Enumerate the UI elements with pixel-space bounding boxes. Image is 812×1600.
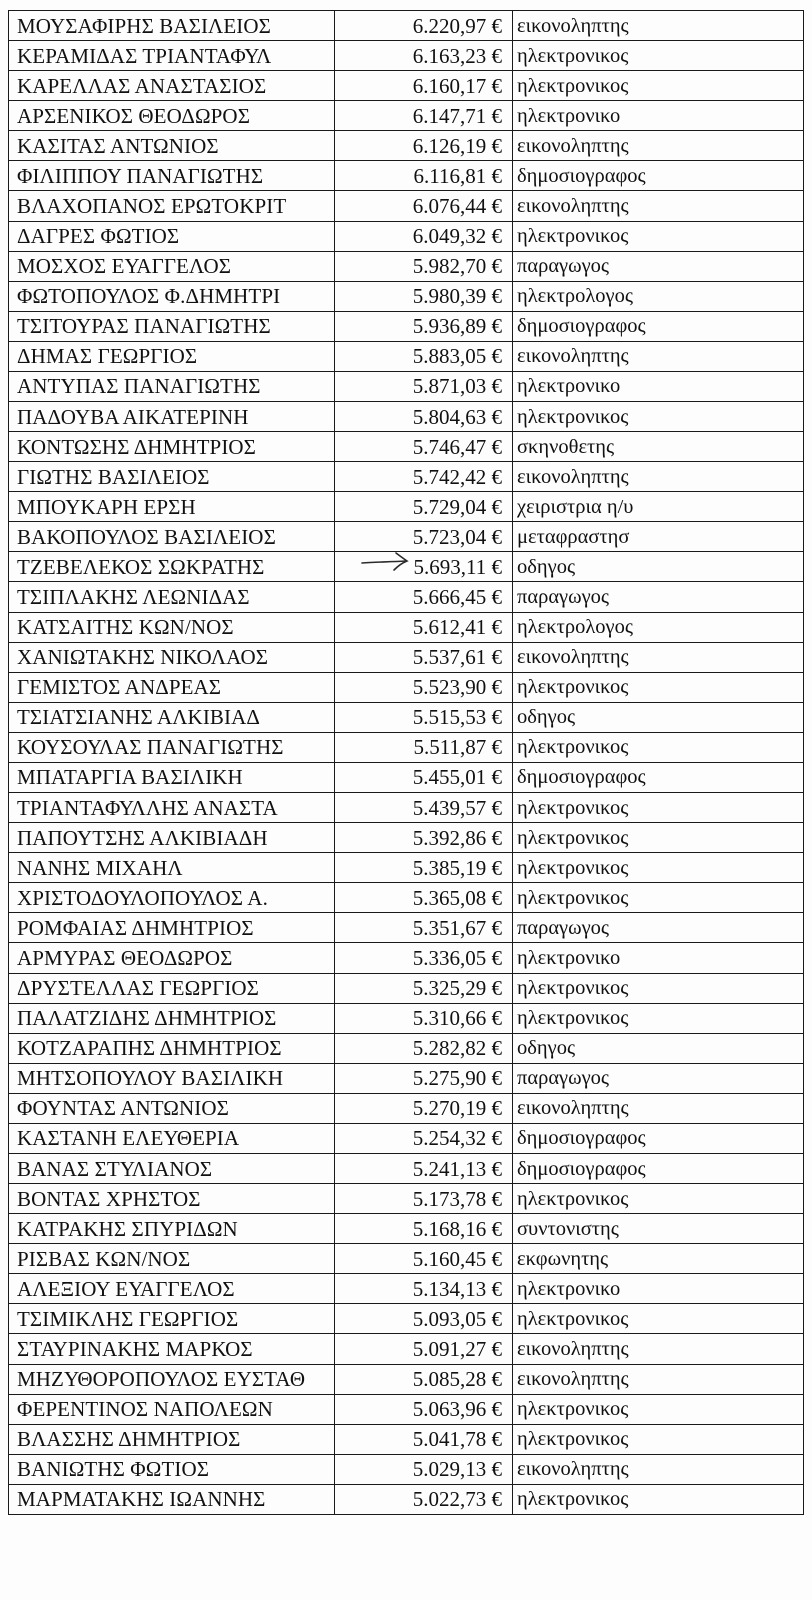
- table-row: [9, 762, 804, 792]
- name-cell: ΒΛΑΣΣΗΣ ΔΗΜΗΤΡΙΟΣ: [9, 1424, 335, 1454]
- role-cell: ηλεκτρονικος: [513, 1394, 804, 1424]
- table-row: [9, 732, 804, 762]
- amount-cell: 5.385,19 €: [335, 853, 513, 883]
- role-cell: ηλεκτρονικος: [513, 1424, 804, 1454]
- name-cell: ΦΩΤΟΠΟΥΛΟΣ Φ.ΔΗΜΗΤΡΙ: [9, 281, 335, 311]
- amount-cell: 5.041,78 €: [335, 1424, 513, 1454]
- role-cell: ηλεκτρονικο: [513, 371, 804, 401]
- amount-cell: 5.351,67 €: [335, 913, 513, 943]
- table-row: [9, 251, 804, 281]
- amount-cell: 6.076,44 €: [335, 191, 513, 221]
- name-cell: ΚΑΤΡΑΚΗΣ ΣΠΥΡΙΔΩΝ: [9, 1214, 335, 1244]
- name-cell: ΒΑΝΑΣ ΣΤΥΛΙΑΝΟΣ: [9, 1153, 335, 1183]
- table-row: [9, 11, 804, 41]
- name-cell: ΠΑΔΟΥΒΑ ΑΙΚΑΤΕΡΙΝΗ: [9, 402, 335, 432]
- name-cell: ΡΟΜΦΑΙΑΣ ΔΗΜΗΤΡΙΟΣ: [9, 913, 335, 943]
- amount-cell: 5.134,13 €: [335, 1274, 513, 1304]
- name-cell: ΚΟΝΤΩΣΗΣ ΔΗΜΗΤΡΙΟΣ: [9, 432, 335, 462]
- role-cell: εικονοληπτης: [513, 191, 804, 221]
- name-cell: ΑΡΣΕΝΙΚΟΣ ΘΕΟΔΩΡΟΣ: [9, 101, 335, 131]
- table-row: [9, 462, 804, 492]
- name-cell: ΦΟΥΝΤΑΣ ΑΝΤΩΝΙΟΣ: [9, 1093, 335, 1123]
- table-row: [9, 1123, 804, 1153]
- role-cell: εικονοληπτης: [513, 462, 804, 492]
- role-cell: δημοσιογραφος: [513, 1123, 804, 1153]
- amount-cell: 5.093,05 €: [335, 1304, 513, 1334]
- amount-cell: 5.729,04 €: [335, 492, 513, 522]
- table-row: [9, 522, 804, 552]
- table-row: [9, 1454, 804, 1484]
- role-cell: ηλεκτρονικο: [513, 101, 804, 131]
- amount-cell: 5.693,11 €: [335, 552, 513, 582]
- table-row: [9, 943, 804, 973]
- name-cell: ΒΑΝΙΩΤΗΣ ΦΩΤΙΟΣ: [9, 1454, 335, 1484]
- name-cell: ΤΣΙΜΙΚΛΗΣ ΓΕΩΡΓΙΟΣ: [9, 1304, 335, 1334]
- amount-cell: 5.325,29 €: [335, 973, 513, 1003]
- name-cell: ΜΠΟΥΚΑΡΗ ΕΡΣΗ: [9, 492, 335, 522]
- role-cell: ηλεκτρονικος: [513, 1003, 804, 1033]
- amount-cell: 5.275,90 €: [335, 1063, 513, 1093]
- role-cell: ηλεκτρονικος: [513, 221, 804, 251]
- role-cell: οδηγος: [513, 1033, 804, 1063]
- amount-cell: 5.085,28 €: [335, 1364, 513, 1394]
- table-row: [9, 432, 804, 462]
- amount-cell: 6.163,23 €: [335, 41, 513, 71]
- role-cell: συντονιστης: [513, 1214, 804, 1244]
- amount-cell: 5.091,27 €: [335, 1334, 513, 1364]
- name-cell: ΚΟΤΖΑΡΑΠΗΣ ΔΗΜΗΤΡΙΟΣ: [9, 1033, 335, 1063]
- table-row: [9, 191, 804, 221]
- name-cell: ΓΕΜΙΣΤΟΣ ΑΝΔΡΕΑΣ: [9, 672, 335, 702]
- amount-cell: 5.173,78 €: [335, 1184, 513, 1214]
- amount-cell: 5.168,16 €: [335, 1214, 513, 1244]
- name-cell: ΧΡΙΣΤΟΔΟΥΛΟΠΟΥΛΟΣ Α.: [9, 883, 335, 913]
- role-cell: χειριστρια η/υ: [513, 492, 804, 522]
- amount-cell: 5.742,42 €: [335, 462, 513, 492]
- role-cell: ηλεκτρονικος: [513, 973, 804, 1003]
- role-cell: ηλεκτρονικος: [513, 1184, 804, 1214]
- name-cell: ΚΟΥΣΟΥΛΑΣ ΠΑΝΑΓΙΩΤΗΣ: [9, 732, 335, 762]
- table-row: [9, 672, 804, 702]
- role-cell: εικονοληπτης: [513, 642, 804, 672]
- role-cell: ηλεκτρονικος: [513, 1484, 804, 1514]
- name-cell: ΜΠΑΤΑΡΓΙΑ ΒΑΣΙΛΙΚΗ: [9, 762, 335, 792]
- table-row: [9, 793, 804, 823]
- name-cell: ΣΤΑΥΡΙΝΑΚΗΣ ΜΑΡΚΟΣ: [9, 1334, 335, 1364]
- role-cell: εκφωνητης: [513, 1244, 804, 1274]
- salary-table: [8, 10, 804, 1515]
- name-cell: ΒΑΚΟΠΟΥΛΟΣ ΒΑΣΙΛΕΙΟΣ: [9, 522, 335, 552]
- amount-cell: 5.523,90 €: [335, 672, 513, 702]
- name-cell: ΤΣΙΤΟΥΡΑΣ ΠΑΝΑΓΙΩΤΗΣ: [9, 311, 335, 341]
- name-cell: ΑΛΕΞΙΟΥ ΕΥΑΓΓΕΛΟΣ: [9, 1274, 335, 1304]
- table-row: [9, 853, 804, 883]
- table-row: [9, 71, 804, 101]
- name-cell: ΚΕΡΑΜΙΔΑΣ ΤΡΙΑΝΤΑΦΥΛ: [9, 41, 335, 71]
- name-cell: ΚΑΤΣΑΙΤΗΣ ΚΩΝ/ΝΟΣ: [9, 612, 335, 642]
- amount-cell: 5.871,03 €: [335, 371, 513, 401]
- name-cell: ΡΙΣΒΑΣ ΚΩΝ/ΝΟΣ: [9, 1244, 335, 1274]
- role-cell: ηλεκτρονικος: [513, 402, 804, 432]
- amount-cell: 5.365,08 €: [335, 883, 513, 913]
- amount-cell: 5.241,13 €: [335, 1153, 513, 1183]
- amount-cell: 6.160,17 €: [335, 71, 513, 101]
- role-cell: ηλεκτρονικος: [513, 883, 804, 913]
- name-cell: ΒΛΑΧΟΠΑΝΟΣ ΕΡΩΤΟΚΡΙΤ: [9, 191, 335, 221]
- table-row: [9, 1153, 804, 1183]
- amount-cell: 5.392,86 €: [335, 823, 513, 853]
- name-cell: ΧΑΝΙΩΤΑΚΗΣ ΝΙΚΟΛΑΟΣ: [9, 642, 335, 672]
- amount-cell: 5.022,73 €: [335, 1484, 513, 1514]
- name-cell: ΤΣΙΑΤΣΙΑΝΗΣ ΑΛΚΙΒΙΑΔ: [9, 702, 335, 732]
- table-row: [9, 161, 804, 191]
- role-cell: παραγωγος: [513, 913, 804, 943]
- name-cell: ΦΙΛΙΠΠΟΥ ΠΑΝΑΓΙΩΤΗΣ: [9, 161, 335, 191]
- role-cell: εικονοληπτης: [513, 341, 804, 371]
- role-cell: ηλεκτρονικος: [513, 732, 804, 762]
- table-row: [9, 1244, 804, 1274]
- role-cell: εικονοληπτης: [513, 1454, 804, 1484]
- table-row: [9, 1033, 804, 1063]
- role-cell: ηλεκτρονικο: [513, 1274, 804, 1304]
- amount-cell: 6.049,32 €: [335, 221, 513, 251]
- table-row: [9, 552, 804, 582]
- amount-cell: 5.936,89 €: [335, 311, 513, 341]
- role-cell: παραγωγος: [513, 251, 804, 281]
- role-cell: εικονοληπτης: [513, 131, 804, 161]
- amount-cell: 5.254,32 €: [335, 1123, 513, 1153]
- table-row: [9, 41, 804, 71]
- amount-cell: 5.723,04 €: [335, 522, 513, 552]
- role-cell: παραγωγος: [513, 582, 804, 612]
- table-row: [9, 973, 804, 1003]
- role-cell: ηλεκτρονικος: [513, 853, 804, 883]
- table-row: [9, 612, 804, 642]
- name-cell: ΔΡΥΣΤΕΛΛΑΣ ΓΕΩΡΓΙΟΣ: [9, 973, 335, 1003]
- name-cell: ΑΝΤΥΠΑΣ ΠΑΝΑΓΙΩΤΗΣ: [9, 371, 335, 401]
- table-row: [9, 1274, 804, 1304]
- table-row: [9, 1063, 804, 1093]
- table-row: [9, 1334, 804, 1364]
- table-row: [9, 492, 804, 522]
- amount-cell: 5.746,47 €: [335, 432, 513, 462]
- role-cell: δημοσιογραφος: [513, 161, 804, 191]
- role-cell: δημοσιογραφος: [513, 311, 804, 341]
- name-cell: ΝΑΝΗΣ ΜΙΧΑΗΛ: [9, 853, 335, 883]
- role-cell: ηλεκτρονικος: [513, 41, 804, 71]
- name-cell: ΜΗΖΥΘΟΡΟΠΟΥΛΟΣ ΕΥΣΤΑΘ: [9, 1364, 335, 1394]
- amount-cell: 5.980,39 €: [335, 281, 513, 311]
- amount-cell: 5.511,87 €: [335, 732, 513, 762]
- name-cell: ΔΑΓΡΕΣ ΦΩΤΙΟΣ: [9, 221, 335, 251]
- table-row: [9, 823, 804, 853]
- role-cell: ηλεκτρονικος: [513, 1304, 804, 1334]
- name-cell: ΜΑΡΜΑΤΑΚΗΣ ΙΩΑΝΝΗΣ: [9, 1484, 335, 1514]
- table-row: [9, 341, 804, 371]
- role-cell: εικονοληπτης: [513, 11, 804, 41]
- amount-cell: 5.160,45 €: [335, 1244, 513, 1274]
- table-row: [9, 1394, 804, 1424]
- table-row: [9, 131, 804, 161]
- table-row: [9, 101, 804, 131]
- name-cell: ΜΟΣΧΟΣ ΕΥΑΓΓΕΛΟΣ: [9, 251, 335, 281]
- name-cell: ΠΑΠΟΥΤΣΗΣ ΑΛΚΙΒΙΑΔΗ: [9, 823, 335, 853]
- role-cell: εικονοληπτης: [513, 1364, 804, 1394]
- amount-cell: 6.126,19 €: [335, 131, 513, 161]
- name-cell: ΒΟΝΤΑΣ ΧΡΗΣΤΟΣ: [9, 1184, 335, 1214]
- role-cell: ηλεκτρονικος: [513, 823, 804, 853]
- name-cell: ΠΑΛΑΤΖΙΔΗΣ ΔΗΜΗΤΡΙΟΣ: [9, 1003, 335, 1033]
- name-cell: ΦΕΡΕΝΤΙΝΟΣ ΝΑΠΟΛΕΩΝ: [9, 1394, 335, 1424]
- amount-cell: 5.666,45 €: [335, 582, 513, 612]
- table-row: [9, 1424, 804, 1454]
- table-row: [9, 1093, 804, 1123]
- role-cell: μεταφραστησ: [513, 522, 804, 552]
- role-cell: οδηγος: [513, 702, 804, 732]
- table-row: [9, 402, 804, 432]
- amount-cell: 5.439,57 €: [335, 793, 513, 823]
- table-row: [9, 281, 804, 311]
- amount-cell: 5.282,82 €: [335, 1033, 513, 1063]
- name-cell: ΓΙΩΤΗΣ ΒΑΣΙΛΕΙΟΣ: [9, 462, 335, 492]
- amount-cell: 5.804,63 €: [335, 402, 513, 432]
- amount-cell: 5.063,96 €: [335, 1394, 513, 1424]
- table-row: [9, 1184, 804, 1214]
- table-row: [9, 1304, 804, 1334]
- role-cell: εικονοληπτης: [513, 1334, 804, 1364]
- name-cell: ΚΑΣΤΑΝΗ ΕΛΕΥΘΕΡΙΑ: [9, 1123, 335, 1153]
- table-row: [9, 221, 804, 251]
- role-cell: ηλεκτρολογος: [513, 612, 804, 642]
- table-row: [9, 883, 804, 913]
- role-cell: ηλεκτρονικος: [513, 672, 804, 702]
- role-cell: σκηνοθετης: [513, 432, 804, 462]
- table-row: [9, 702, 804, 732]
- role-cell: ηλεκτρονικος: [513, 793, 804, 823]
- role-cell: εικονοληπτης: [513, 1093, 804, 1123]
- amount-cell: 5.537,61 €: [335, 642, 513, 672]
- role-cell: δημοσιογραφος: [513, 1153, 804, 1183]
- amount-cell: 5.612,41 €: [335, 612, 513, 642]
- name-cell: ΜΗΤΣΟΠΟΥΛΟΥ ΒΑΣΙΛΙΚΗ: [9, 1063, 335, 1093]
- table-row: [9, 371, 804, 401]
- name-cell: ΚΑΣΙΤΑΣ ΑΝΤΩΝΙΟΣ: [9, 131, 335, 161]
- role-cell: παραγωγος: [513, 1063, 804, 1093]
- table-row: [9, 582, 804, 612]
- amount-cell: 5.029,13 €: [335, 1454, 513, 1484]
- amount-cell: 5.515,53 €: [335, 702, 513, 732]
- table-row: [9, 1003, 804, 1033]
- amount-cell: 5.982,70 €: [335, 251, 513, 281]
- amount-cell: 5.455,01 €: [335, 762, 513, 792]
- name-cell: ΤΡΙΑΝΤΑΦΥΛΛΗΣ ΑΝΑΣΤΑ: [9, 793, 335, 823]
- name-cell: ΤΣΙΠΛΑΚΗΣ ΛΕΩΝΙΔΑΣ: [9, 582, 335, 612]
- role-cell: ηλεκτρονικος: [513, 71, 804, 101]
- role-cell: δημοσιογραφος: [513, 762, 804, 792]
- name-cell: ΜΟΥΣΑΦΙΡΗΣ ΒΑΣΙΛΕΙΟΣ: [9, 11, 335, 41]
- amount-cell: 6.147,71 €: [335, 101, 513, 131]
- table-row: [9, 642, 804, 672]
- table-row: [9, 1214, 804, 1244]
- table-row: [9, 1364, 804, 1394]
- salary-table-body: [9, 11, 804, 1515]
- table-row: [9, 913, 804, 943]
- name-cell: ΤΖΕΒΕΛΕΚΟΣ ΣΩΚΡΑΤΗΣ: [9, 552, 335, 582]
- table-row: [9, 311, 804, 341]
- amount-cell: 5.336,05 €: [335, 943, 513, 973]
- name-cell: ΔΗΜΑΣ ΓΕΩΡΓΙΟΣ: [9, 341, 335, 371]
- role-cell: ηλεκτρονικο: [513, 943, 804, 973]
- amount-cell: 5.883,05 €: [335, 341, 513, 371]
- amount-cell: 5.270,19 €: [335, 1093, 513, 1123]
- amount-cell: 6.220,97 €: [335, 11, 513, 41]
- role-cell: ηλεκτρολογος: [513, 281, 804, 311]
- table-row: [9, 1484, 804, 1514]
- role-cell: οδηγος: [513, 552, 804, 582]
- amount-cell: 5.310,66 €: [335, 1003, 513, 1033]
- name-cell: ΚΑΡΕΛΛΑΣ ΑΝΑΣΤΑΣΙΟΣ: [9, 71, 335, 101]
- name-cell: ΑΡΜΥΡΑΣ ΘΕΟΔΩΡΟΣ: [9, 943, 335, 973]
- amount-cell: 6.116,81 €: [335, 161, 513, 191]
